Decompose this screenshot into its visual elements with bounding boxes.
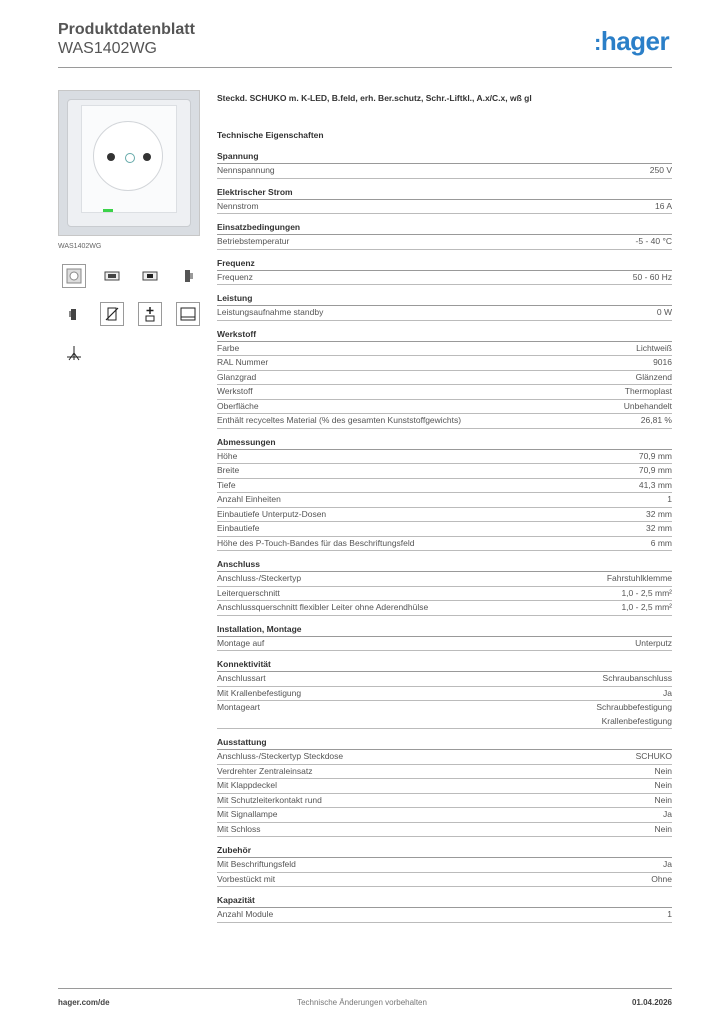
hager-logo[interactable]: :hager [594,26,670,56]
spec-value: Nein [654,823,672,834]
spec-value: 1 [667,909,672,919]
spec-label: Frequenz [217,271,253,282]
spec-label: RAL Nummer [217,357,269,367]
spec-value: 32 mm [646,508,672,519]
section-title: Einsatzbedingungen [217,220,672,235]
section-title: Abmessungen [217,435,672,450]
spec-label: Anschluss-/Steckertyp [217,573,302,583]
spec-section [217,220,672,250]
footer-divider [58,988,672,989]
product-thumbnail-icon[interactable] [62,264,86,288]
spec-value: Nein [654,780,672,790]
spec-label: Farbe [217,342,240,353]
footer-disclaimer: Technische Änderungen vorbehalten [297,998,427,1007]
socket-led-indicator [125,153,135,163]
spec-section [217,256,672,286]
spec-label: Enthält recyceltes Material (% des gesamten Kunststoffgewichts) [217,415,462,425]
spec-label: Anschlussart [217,673,266,683]
spec-section [217,843,672,887]
spec-row [217,522,672,537]
spec-label: Mit Schloss [217,823,261,834]
spec-row [217,508,672,523]
spec-row [217,200,672,215]
section-title: Elektrischer Strom [217,185,672,200]
socket-pin-left [107,153,115,161]
spec-row [217,414,672,429]
section-title: Frequenz [217,256,672,271]
spec-label: Nennspannung [217,165,275,175]
spec-label: Einbautiefe Unterputz-Dosen [217,508,327,519]
spec-row [217,306,672,321]
spec-section [217,435,672,552]
spec-value: 1,0 - 2,5 mm² [621,587,672,598]
spec-row [217,765,672,780]
spec-value: 32 mm [646,523,672,533]
side-profile-icon[interactable] [62,302,86,326]
spec-row [217,823,672,838]
spec-value: 1 [667,494,672,504]
spec-row [217,701,672,729]
product-description: Steckd. SCHUKO m. K-LED, B.feld, erh. Ber.schutz, Schr.-Liftkl., A.x/C.x, wß gl [217,93,532,103]
spec-value: 70,9 mm [638,465,672,475]
section-title: Konnektivität [217,657,672,672]
spec-value: Ohne [651,873,672,884]
spec-value: -5 - 40 °C [635,236,672,246]
footer-date: 01.04.2026 [631,998,672,1007]
spec-row [217,450,672,465]
spec-value: 6 mm [650,537,672,548]
spec-label: Mit Signallampe [217,809,278,819]
header-divider [58,67,672,68]
spec-label: Vorbestückt mit [217,873,276,884]
spec-section [217,327,672,429]
spec-label: Anzahl Einheiten [217,494,281,504]
spec-section [217,893,672,923]
spec-row [217,271,672,286]
spec-row [217,858,672,873]
spec-label: Nennstrom [217,200,259,211]
no-tool-icon[interactable] [100,302,124,326]
spec-label: Mit Schutzleiterkontakt rund [217,794,322,805]
spec-row [217,493,672,508]
spec-label: Anzahl Module [217,909,274,919]
spec-row [217,400,672,415]
spec-section [217,185,672,215]
spec-label: Anschluss-/Steckertyp Steckdose [217,751,344,761]
spec-row [217,908,672,923]
spec-label: Betriebstemperatur [217,236,290,246]
green-led-strip [103,209,113,212]
spec-value: SCHUKO [635,751,672,761]
spec-row [217,479,672,494]
product-image [58,90,200,236]
spec-label: Mit Beschriftungsfeld [217,859,296,869]
socket-pin-right [143,153,151,161]
side-view-icon[interactable] [176,264,200,288]
section-title: Kapazität [217,893,672,908]
spec-label: Breite [217,465,240,475]
spec-row [217,587,672,602]
spec-label: Leiterquerschnitt [217,587,280,598]
section-title: Spannung [217,149,672,164]
section-title: Zubehör [217,843,672,858]
specification-content [217,93,672,929]
spec-value: 9016 [653,357,672,367]
spec-value: 16 A [654,200,672,211]
spec-value: Thermoplast [624,386,672,396]
section-title: Werkstoff [217,327,672,342]
spec-value: Ja [663,687,672,698]
spec-value: 0 W [656,307,672,317]
spec-row [217,537,672,552]
front-view-alt-icon[interactable] [138,264,162,288]
spec-value: 1,0 - 2,5 mm² [621,602,672,612]
spec-section [217,149,672,179]
spec-value: Nein [654,794,672,805]
spec-label: Höhe [217,450,238,461]
spec-label: Verdrehter Zentraleinsatz [217,765,313,776]
spec-row [217,601,672,616]
section-title: Anschluss [217,557,672,572]
spec-value: 250 V [649,165,672,175]
spec-value: Schraubbefestigung Krallenbefestigung [596,702,672,726]
document-header [58,20,195,58]
label-field-icon[interactable] [138,302,162,326]
spec-row [217,572,672,587]
spec-label: Werkstoff [217,386,253,396]
image-caption: WAS1402WG [58,243,102,250]
logo-text: hager [600,26,670,56]
spec-label: Mit Klappdeckel [217,780,278,790]
spec-row [217,342,672,357]
spec-value: Unbehandelt [623,400,672,411]
spec-section [217,735,672,837]
spec-row [217,687,672,702]
section-title: Ausstattung [217,735,672,750]
spec-label: Glanzgrad [217,371,257,382]
spec-row [217,750,672,765]
spec-row [217,371,672,386]
spec-row [217,385,672,400]
spec-label: Anschlussquerschnitt flexibler Leiter ohne Aderendhülse [217,602,429,612]
spec-section [217,657,672,729]
spec-value: Ja [663,809,672,819]
spec-value: Fahrstuhlklemme [606,573,672,583]
spec-section [217,291,672,321]
spec-value: 41,3 mm [638,479,672,490]
spec-label: Oberfläche [217,400,259,411]
spec-value: Nein [654,765,672,776]
spec-row [217,672,672,687]
spec-label: Tiefe [217,479,236,490]
spec-value: Lichtweiß [636,342,672,353]
spec-row [217,356,672,371]
spec-value: Unterputz [635,637,672,648]
spec-value: Schraubanschluss [602,673,672,683]
spec-row [217,235,672,250]
spec-label: Montage auf [217,637,265,648]
spec-section [217,557,672,616]
spec-row [217,794,672,809]
footer-website-link[interactable]: hager.com/de [58,998,110,1007]
spec-sections [217,149,672,923]
spec-label: Einbautiefe [217,523,260,533]
spec-value: Ja [663,859,672,869]
spec-row [217,808,672,823]
spec-label: Leistungsaufnahme standby [217,307,324,317]
frame-icon[interactable] [176,302,200,326]
product-code: WAS1402WG [58,40,157,57]
spec-value: Glänzend [635,371,672,382]
spec-label: Höhe des P-Touch-Bandes für das Beschriftungsfeld [217,537,415,548]
spec-value: 26,81 % [640,415,672,425]
spec-row [217,779,672,794]
document-title: Produktdatenblatt [58,21,195,38]
front-view-icon[interactable] [100,264,124,288]
spec-row [217,873,672,888]
spec-row [217,464,672,479]
spec-value: 70,9 mm [638,450,672,461]
spec-label: Montageart [217,702,260,712]
section-title: Installation, Montage [217,622,672,637]
spec-section [217,622,672,652]
spec-row [217,164,672,179]
spec-value: 50 - 60 Hz [632,271,672,282]
mounting-diagram-icon[interactable] [62,341,86,365]
section-title: Leistung [217,291,672,306]
spec-label: Mit Krallenbefestigung [217,687,302,698]
tech-properties-heading: Technische Eigenschaften [217,130,324,140]
spec-row [217,637,672,652]
